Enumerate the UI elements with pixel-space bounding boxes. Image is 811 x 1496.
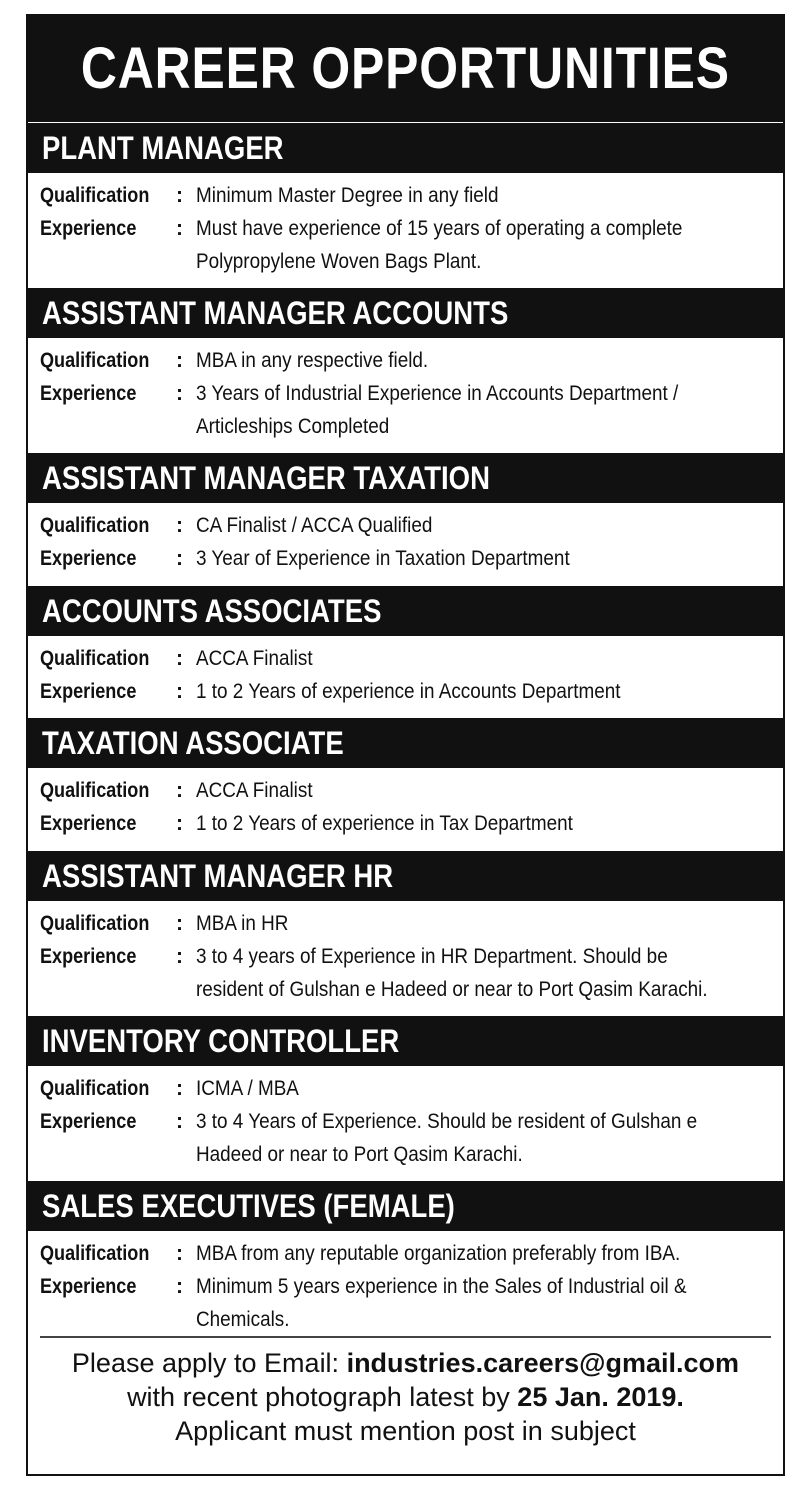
experience-value: [196, 940, 776, 1006]
qualification-label: [40, 907, 176, 940]
qualification-label-text: Qualification: [40, 514, 150, 537]
colon-separator: :: [176, 1275, 183, 1298]
experience-row: [40, 212, 783, 278]
job-title-text: TAXATION ASSOCIATE: [42, 725, 344, 761]
qualification-row: [40, 774, 783, 807]
qualification-line: CA Finalist / ACCA Qualified: [196, 514, 433, 537]
colon-separator: :: [176, 217, 183, 240]
qualification-line: MBA in any respective field.: [196, 349, 429, 372]
job-requirements: [28, 901, 783, 1006]
job-section: [28, 453, 783, 575]
qualification-value: [196, 1237, 776, 1270]
experience-value: [196, 542, 776, 575]
experience-label-text: Experience: [40, 1110, 137, 1133]
experience-line: resident of Gulshan e Hadeed or near to Port Qasim Karachi.: [196, 978, 708, 1001]
qualification-label: [40, 179, 176, 212]
colon-separator: :: [176, 647, 183, 670]
qualification-label-text: Qualification: [40, 647, 150, 670]
experience-value: [196, 212, 776, 278]
qualification-label: [40, 642, 176, 675]
qualification-label-text: Qualification: [40, 349, 150, 372]
qualification-value: [196, 1072, 776, 1105]
qualification-label-text: Qualification: [40, 184, 150, 207]
experience-value: [196, 807, 776, 840]
job-title-text: ASSISTANT MANAGER TAXATION: [42, 460, 490, 496]
experience-label: [40, 212, 176, 278]
experience-line: 3 Years of Industrial Experience in Accounts Department /: [196, 382, 679, 405]
job-requirements: [28, 636, 783, 708]
subject-note: Applicant must mention post in subject: [175, 1416, 636, 1446]
colon-separator: :: [176, 1242, 183, 1265]
qualification-value: [196, 774, 776, 807]
qualification-row: [40, 509, 783, 542]
qualification-label-text: Qualification: [40, 779, 150, 802]
experience-line: Minimum 5 years experience in the Sales of Industrial oil &: [196, 1275, 687, 1298]
experience-line: Hadeed or near to Port Qasim Karachi.: [196, 1143, 523, 1166]
experience-row: [40, 377, 783, 443]
colon-separator: :: [176, 945, 183, 968]
job-title-text: INVENTORY CONTROLLER: [42, 1023, 400, 1059]
experience-label-text: Experience: [40, 382, 137, 405]
experience-label-text: Experience: [40, 680, 137, 703]
qualification-row: [40, 344, 783, 377]
apply-email-line: Please apply to Email: industries.careers@gmail.com: [71, 1348, 740, 1378]
experience-line: Must have experience of 15 years of operating a complete: [196, 217, 683, 240]
experience-label: [40, 377, 176, 443]
advertisement-frame: [26, 14, 785, 1476]
deadline-date: 25 Jan. 2019.: [517, 1382, 684, 1412]
experience-label: [40, 1105, 176, 1171]
job-section: [28, 123, 783, 278]
qualification-label: [40, 1237, 176, 1270]
qualification-value: [196, 179, 776, 212]
experience-line: Chemicals.: [196, 1308, 290, 1331]
job-title-text: PLANT MANAGER: [42, 130, 284, 166]
qualification-label-text: Qualification: [40, 1242, 150, 1265]
apply-email[interactable]: industries.careers@gmail.com: [346, 1348, 740, 1378]
job-title: [28, 1016, 783, 1066]
qualification-label-text: Qualification: [40, 1077, 150, 1100]
experience-label-text: Experience: [40, 945, 137, 968]
job-section: [28, 1181, 783, 1336]
colon-separator: :: [176, 779, 183, 802]
qualification-label: [40, 509, 176, 542]
qualification-label: [40, 344, 176, 377]
colon-separator: :: [176, 1110, 183, 1133]
experience-label-text: Experience: [40, 812, 137, 835]
experience-label-text: Experience: [40, 217, 137, 240]
job-section: [28, 586, 783, 708]
colon-separator: :: [176, 514, 183, 537]
experience-label: [40, 940, 176, 1006]
job-title: [28, 851, 783, 901]
job-section: [28, 1016, 783, 1171]
qualification-label: [40, 774, 176, 807]
qualification-row: [40, 642, 783, 675]
qualification-line: ICMA / MBA: [196, 1077, 299, 1100]
deadline-line: with recent photograph latest by 25 Jan. 2019.: [127, 1382, 684, 1412]
job-title: [28, 718, 783, 768]
qualification-value: [196, 344, 776, 377]
job-title: [28, 123, 783, 173]
job-section: [28, 851, 783, 1006]
experience-row: [40, 1270, 783, 1336]
job-title: [28, 1181, 783, 1231]
job-title-text: ASSISTANT MANAGER HR: [42, 858, 394, 894]
experience-value: [196, 1270, 776, 1336]
experience-row: [40, 807, 783, 840]
experience-row: [40, 940, 783, 1006]
experience-line: 3 to 4 years of Experience in HR Department. Should be: [196, 945, 668, 968]
job-section: [28, 718, 783, 840]
experience-label: [40, 675, 176, 708]
colon-separator: :: [176, 1077, 183, 1100]
job-title-text: ASSISTANT MANAGER ACCOUNTS: [42, 295, 509, 331]
colon-separator: :: [176, 547, 183, 570]
experience-line: Polypropylene Woven Bags Plant.: [196, 250, 482, 273]
experience-value: [196, 377, 776, 443]
qualification-line: ACCA Finalist: [196, 779, 313, 802]
colon-separator: :: [176, 680, 183, 703]
colon-separator: :: [176, 912, 183, 935]
experience-row: [40, 675, 783, 708]
qualification-line: Minimum Master Degree in any field: [196, 184, 499, 207]
footer-divider: [40, 1336, 771, 1338]
experience-label: [40, 807, 176, 840]
qualification-value: [196, 642, 776, 675]
experience-label-text: Experience: [40, 1275, 137, 1298]
application-instructions: [28, 1346, 783, 1448]
job-title: [28, 586, 783, 636]
qualification-row: [40, 1072, 783, 1105]
experience-line: 3 Year of Experience in Taxation Department: [196, 547, 570, 570]
job-requirements: [28, 503, 783, 575]
experience-label-text: Experience: [40, 547, 137, 570]
job-requirements: [28, 1066, 783, 1171]
experience-row: [40, 1105, 783, 1171]
colon-separator: :: [176, 349, 183, 372]
job-requirements: [28, 338, 783, 443]
qualification-line: MBA from any reputable organization preferably from IBA.: [196, 1242, 681, 1265]
colon-separator: :: [176, 184, 183, 207]
page-title: CAREER OPPORTUNITIES: [28, 16, 783, 122]
qualification-row: [40, 179, 783, 212]
experience-row: [40, 542, 783, 575]
experience-label: [40, 542, 176, 575]
experience-label: [40, 1270, 176, 1336]
qualification-value: [196, 509, 776, 542]
colon-separator: :: [176, 382, 183, 405]
qualification-row: [40, 1237, 783, 1270]
qualification-row: [40, 907, 783, 940]
job-title: [28, 453, 783, 503]
qualification-line: ACCA Finalist: [196, 647, 313, 670]
job-requirements: [28, 173, 783, 278]
qualification-label: [40, 1072, 176, 1105]
experience-line: 1 to 2 Years of experience in Accounts Department: [196, 680, 621, 703]
job-section: [28, 288, 783, 443]
job-requirements: [28, 1231, 783, 1336]
experience-line: 3 to 4 Years of Experience. Should be resident of Gulshan e: [196, 1110, 698, 1133]
qualification-label-text: Qualification: [40, 912, 150, 935]
job-requirements: [28, 768, 783, 840]
experience-value: [196, 675, 776, 708]
colon-separator: :: [176, 812, 183, 835]
experience-line: 1 to 2 Years of experience in Tax Department: [196, 812, 573, 835]
job-title-text: ACCOUNTS ASSOCIATES: [42, 593, 382, 629]
experience-value: [196, 1105, 776, 1171]
job-title-text: SALES EXECUTIVES (FEMALE): [42, 1188, 455, 1224]
job-title: [28, 288, 783, 338]
qualification-line: MBA in HR: [196, 912, 289, 935]
experience-line: Articleships Completed: [196, 415, 390, 438]
qualification-value: [196, 907, 776, 940]
